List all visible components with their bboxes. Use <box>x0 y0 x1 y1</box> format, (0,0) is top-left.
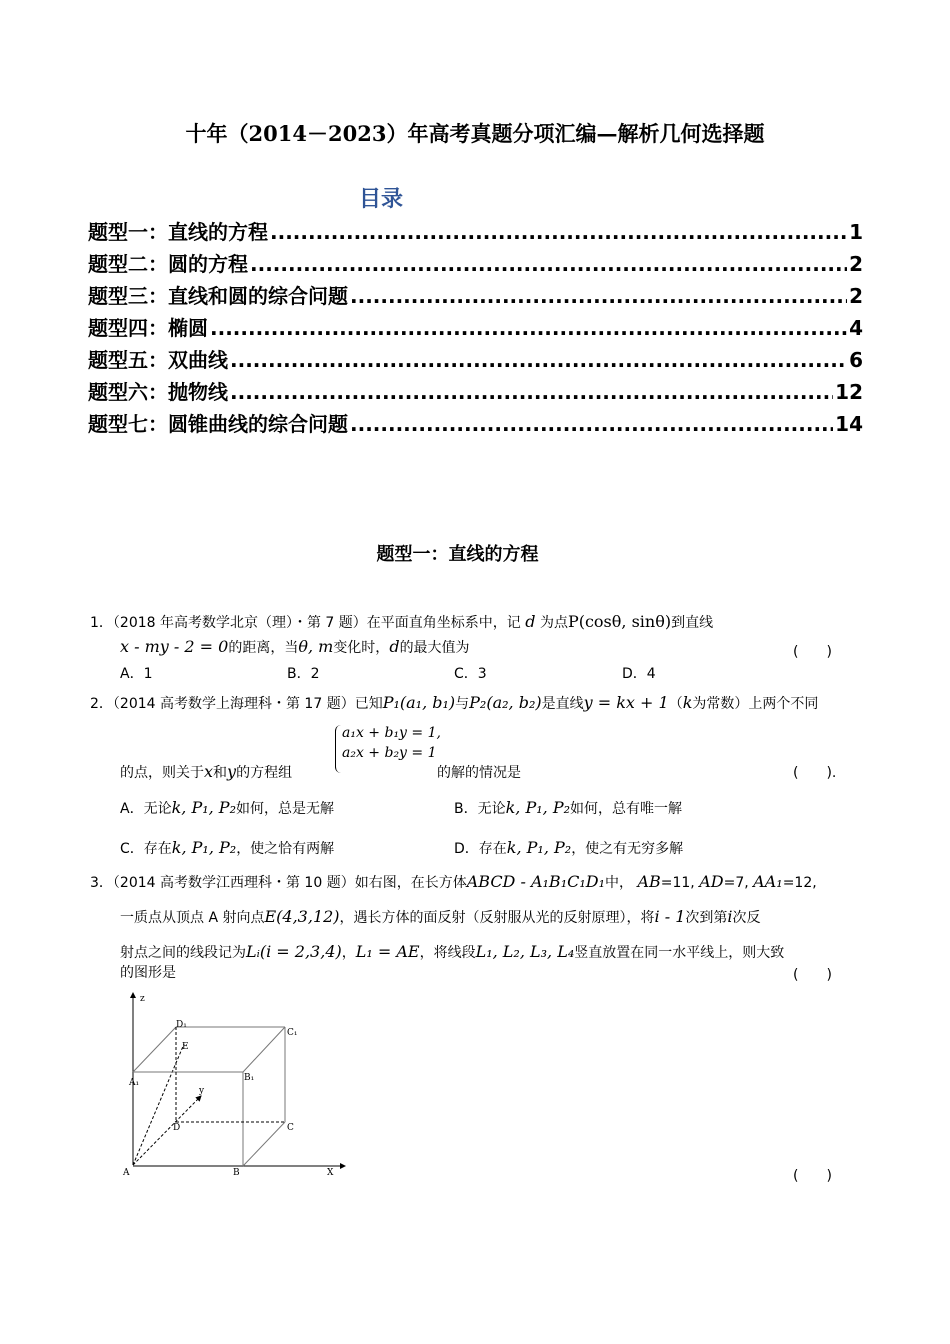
toc-leader <box>350 412 833 436</box>
label-a1: A₁ <box>129 1078 140 1088</box>
toc-page: 1 <box>849 220 863 244</box>
math: k, P₁, P₂ <box>171 838 237 857</box>
math: d <box>389 637 400 656</box>
toc-page: 2 <box>849 252 863 276</box>
math: k, P₁, P₂ <box>171 798 236 817</box>
text: 为常数）上两个不同 <box>692 696 819 712</box>
toc-leader <box>230 348 847 372</box>
toc-label: 题型二：圆的方程 <box>88 252 248 276</box>
label-e: E <box>182 1042 189 1052</box>
text: =7, <box>723 875 749 891</box>
math: y = kx + 1 <box>583 693 669 712</box>
question-2-line-2 <box>120 762 292 782</box>
math: k, P₁, P₂ <box>505 798 571 817</box>
math: k <box>682 693 693 712</box>
toc-leader <box>230 380 833 404</box>
answer-paren: ( ). <box>793 765 837 781</box>
option-b <box>454 798 682 818</box>
text: C．存在 <box>120 841 172 857</box>
toc-entry[interactable] <box>88 376 863 405</box>
toc-page: 2 <box>849 284 863 308</box>
math: P₂(a₂, b₂) <box>469 693 542 712</box>
toc-entry[interactable] <box>88 408 863 437</box>
answer-paren: ( ) <box>793 1168 832 1184</box>
answer-paren: ( ) <box>793 967 832 983</box>
text: ，使之有无穷多解 <box>571 841 684 857</box>
toc-page: 6 <box>849 348 863 372</box>
label-y: y <box>199 1086 205 1096</box>
text: A．无论 <box>120 801 172 817</box>
math: P(cosθ, sinθ) <box>567 612 672 631</box>
toc-entry[interactable] <box>88 216 863 245</box>
text: B．无论 <box>454 801 506 817</box>
text: （ <box>668 696 683 712</box>
math: x - my - 2 = 0 <box>120 637 229 656</box>
question-2-line-1 <box>90 693 818 713</box>
answer-paren: ( ) <box>793 644 832 660</box>
text: 3．（2014 高考数学江西理科・第 10 题）如右图，在长方体 <box>90 875 467 891</box>
option-c: C．3 <box>454 666 487 682</box>
label-b1: B₁ <box>244 1073 255 1083</box>
toc-heading: 目录 <box>358 186 403 212</box>
math: d <box>525 612 536 631</box>
text: 射点之间的线段记为 <box>120 945 246 961</box>
toc-page: 14 <box>835 412 863 436</box>
math: Lᵢ(i = 2,3,4) <box>246 942 342 961</box>
text: =12, <box>782 875 817 891</box>
text: D．存在 <box>454 841 507 857</box>
label-c1: C₁ <box>287 1028 298 1038</box>
math: i <box>727 907 733 926</box>
text: 如何，总有唯一解 <box>570 801 683 817</box>
text: ， <box>341 945 356 961</box>
label-d: D <box>173 1123 181 1133</box>
toc-leader <box>250 252 847 276</box>
toc-entry[interactable] <box>88 248 863 277</box>
text: 的方程组 <box>236 765 293 781</box>
label-c: C <box>287 1123 294 1133</box>
question-3-line-3 <box>120 942 784 962</box>
toc-page: 12 <box>835 380 863 404</box>
text: 2．（2014 高考数学上海理科・第 17 题）已知 <box>90 696 383 712</box>
y-axis <box>133 1096 201 1165</box>
text: 的距离，当 <box>228 640 299 656</box>
math: L₁, L₂, L₃, L₄ <box>475 942 575 961</box>
text: 1．（2018 年高考数学北京（理）・第 7 题）在平面直角坐标系中，记 <box>90 615 521 631</box>
toc-label: 题型六：抛物线 <box>88 380 228 404</box>
label-a: A <box>123 1168 130 1178</box>
math: k, P₁, P₂ <box>506 838 572 857</box>
text: 中， <box>605 875 633 891</box>
text: 为点 <box>539 615 568 631</box>
math: L₁ = AE <box>355 942 420 961</box>
text: =11, <box>660 875 695 891</box>
toc-entry[interactable] <box>88 280 863 309</box>
toc-label: 题型一：直线的方程 <box>88 220 268 244</box>
text: 到直线 <box>671 615 714 631</box>
math: AD <box>699 872 724 891</box>
text: 与 <box>455 696 470 712</box>
text: 次反 <box>732 910 761 926</box>
toc-label: 题型七：圆锥曲线的综合问题 <box>88 412 348 436</box>
text: 次到第 <box>685 910 728 926</box>
math: ABCD - A₁B₁C₁D₁ <box>466 872 605 891</box>
label-d1: D₁ <box>176 1020 187 1030</box>
toc-entry[interactable] <box>88 312 863 341</box>
math: i - 1 <box>654 907 686 926</box>
toc-label: 题型五：双曲线 <box>88 348 228 372</box>
option-d: D．4 <box>622 666 656 682</box>
question-1-line-2 <box>120 637 470 657</box>
toc-page: 4 <box>849 316 863 340</box>
text: ，将线段 <box>419 945 476 961</box>
question-3-line-1 <box>90 872 817 892</box>
toc-leader <box>350 284 847 308</box>
option-a <box>120 798 334 818</box>
equation-2: a₂x + b₂y = 1 <box>342 745 437 761</box>
math: AB <box>637 872 661 891</box>
math: P₁(a₁, b₁) <box>382 693 456 712</box>
question-3-line-2 <box>120 907 761 927</box>
equation-1: a₁x + b₁y = 1, <box>342 725 441 741</box>
label-z: z <box>140 994 145 1004</box>
text: 的解的情况是 <box>437 765 521 781</box>
toc-entry[interactable] <box>88 344 863 373</box>
math: θ, m <box>298 637 334 656</box>
section-title: 题型一：直线的方程 <box>376 544 539 565</box>
question-1-line-1 <box>90 612 713 632</box>
text: 的图形是 <box>120 965 176 981</box>
text: 是直线 <box>541 696 584 712</box>
text: 的点，则关于 <box>120 765 204 781</box>
text: ，遇长方体的面反射（反射服从光的反射原理），将 <box>339 910 655 926</box>
text: 竖直放置在同一水平线上，则大致 <box>574 945 785 961</box>
math: x <box>204 762 214 781</box>
math: E(4,3,12) <box>264 907 340 926</box>
toc-label: 题型三：直线和圆的综合问题 <box>88 284 348 308</box>
toc-leader <box>270 220 847 244</box>
text: 一质点从顶点 A 射向点 <box>120 910 265 926</box>
math: AA₁ <box>753 872 783 891</box>
label-x: X <box>327 1168 334 1178</box>
math: y <box>227 762 237 781</box>
option-d <box>454 838 683 858</box>
text: 和 <box>213 765 228 781</box>
option-b: B．2 <box>287 666 320 682</box>
label-b: B <box>233 1168 240 1178</box>
text: 的最大值为 <box>399 640 470 656</box>
cuboid-figure <box>115 985 360 1185</box>
equation-system <box>335 725 441 773</box>
document-title: 十年（2014－2023）年高考真题分项汇编—解析几何选择题 <box>185 121 765 146</box>
toc-label: 题型四：椭圆 <box>88 316 208 340</box>
option-a: A．1 <box>120 666 153 682</box>
text: ，使之恰有两解 <box>236 841 335 857</box>
option-c <box>120 838 334 858</box>
text: 如何，总是无解 <box>235 801 334 817</box>
text: 变化时， <box>333 640 390 656</box>
toc-leader <box>210 316 847 340</box>
